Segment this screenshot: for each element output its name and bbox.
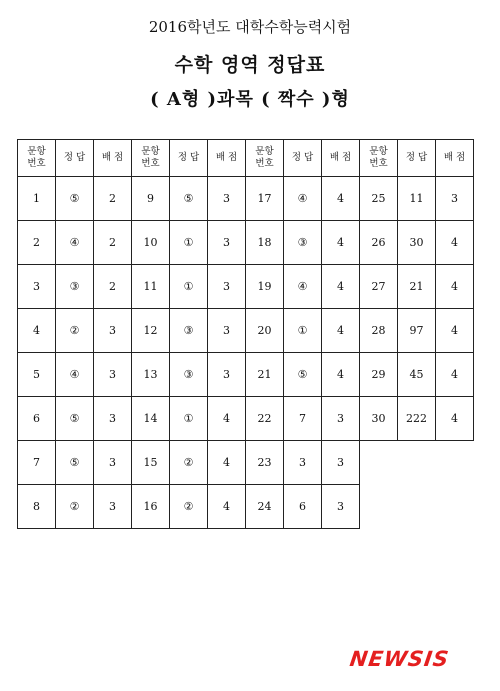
question-number-cell: 9 — [132, 177, 170, 221]
points-cell: 4 — [322, 309, 360, 353]
points-cell: 4 — [322, 353, 360, 397]
empty-cell — [360, 485, 474, 529]
answer-cell: 30 — [398, 221, 436, 265]
question-number-cell: 3 — [18, 265, 56, 309]
answer-cell: ③ — [56, 265, 94, 309]
question-number-cell: 20 — [246, 309, 284, 353]
answer-cell: ④ — [56, 221, 94, 265]
points-cell: 4 — [208, 397, 246, 441]
question-number-cell: 19 — [246, 265, 284, 309]
question-number-cell: 7 — [18, 441, 56, 485]
question-number-cell: 10 — [132, 221, 170, 265]
question-number-cell: 16 — [132, 485, 170, 529]
points-cell: 3 — [94, 309, 132, 353]
header-label-line: 번호 — [27, 158, 46, 169]
question-number-cell: 14 — [132, 397, 170, 441]
points-cell: 3 — [322, 441, 360, 485]
answer-cell: ⑤ — [56, 177, 94, 221]
answer-cell: ② — [56, 309, 94, 353]
answer-cell: 97 — [398, 309, 436, 353]
answer-cell: ④ — [56, 353, 94, 397]
header-label-line: 문항 — [141, 146, 160, 157]
header-answer: 정 답 — [56, 140, 94, 177]
answer-cell: 45 — [398, 353, 436, 397]
header-label-line: 번호 — [255, 158, 274, 169]
table-header-row — [18, 140, 474, 177]
points-cell: 3 — [322, 397, 360, 441]
question-number-cell: 30 — [360, 397, 398, 441]
answer-cell: 3 — [284, 441, 322, 485]
header-label-line: 번호 — [369, 158, 388, 169]
answer-cell: 21 — [398, 265, 436, 309]
answer-cell: ⑤ — [56, 397, 94, 441]
answer-cell: 6 — [284, 485, 322, 529]
points-cell: 4 — [436, 353, 474, 397]
answer-cell: ③ — [170, 309, 208, 353]
header-question-number — [360, 140, 398, 177]
answer-cell: ① — [170, 221, 208, 265]
question-number-cell: 8 — [18, 485, 56, 529]
points-cell: 3 — [94, 485, 132, 529]
question-number-cell: 1 — [18, 177, 56, 221]
answer-cell: 7 — [284, 397, 322, 441]
question-number-cell: 18 — [246, 221, 284, 265]
table-row — [18, 177, 474, 221]
points-cell: 4 — [436, 309, 474, 353]
answer-cell: ② — [170, 485, 208, 529]
header-label-line: 문항 — [369, 146, 388, 157]
question-number-cell: 6 — [18, 397, 56, 441]
points-cell: 3 — [94, 397, 132, 441]
header-points: 배 점 — [208, 140, 246, 177]
points-cell: 3 — [208, 177, 246, 221]
table-row — [18, 221, 474, 265]
table-row — [18, 353, 474, 397]
sheet-title: 수학 영역 정답표 — [174, 54, 326, 76]
answer-table — [17, 139, 474, 529]
question-number-cell: 4 — [18, 309, 56, 353]
question-number-cell: 21 — [246, 353, 284, 397]
question-number-cell: 29 — [360, 353, 398, 397]
question-number-cell: 23 — [246, 441, 284, 485]
table-row — [18, 397, 474, 441]
points-cell: 2 — [94, 265, 132, 309]
points-cell: 4 — [436, 221, 474, 265]
header-question-number — [18, 140, 56, 177]
answer-cell: 11 — [398, 177, 436, 221]
points-cell: 3 — [208, 221, 246, 265]
answer-cell: ③ — [170, 353, 208, 397]
answer-cell: ① — [170, 397, 208, 441]
points-cell: 3 — [208, 309, 246, 353]
points-cell: 4 — [322, 177, 360, 221]
points-cell: 2 — [94, 177, 132, 221]
answer-cell: 222 — [398, 397, 436, 441]
points-cell: 4 — [436, 265, 474, 309]
points-cell: 4 — [436, 397, 474, 441]
header-answer: 정 답 — [170, 140, 208, 177]
table-row — [18, 485, 474, 529]
question-number-cell: 22 — [246, 397, 284, 441]
answer-cell: ④ — [284, 265, 322, 309]
points-cell: 4 — [208, 485, 246, 529]
table-row — [18, 265, 474, 309]
question-number-cell: 24 — [246, 485, 284, 529]
points-cell: 3 — [208, 353, 246, 397]
table-row — [18, 309, 474, 353]
answer-cell: ① — [284, 309, 322, 353]
empty-cell — [360, 441, 474, 485]
answer-cell: ① — [170, 265, 208, 309]
answer-cell: ⑤ — [56, 441, 94, 485]
question-number-cell: 11 — [132, 265, 170, 309]
answer-cell: ⑤ — [284, 353, 322, 397]
header-answer: 정 답 — [284, 140, 322, 177]
header-answer: 정 답 — [398, 140, 436, 177]
question-number-cell: 27 — [360, 265, 398, 309]
type-line: ( A형 )과목 ( 짝수 )형 — [150, 89, 350, 110]
question-number-cell: 12 — [132, 309, 170, 353]
question-number-cell: 13 — [132, 353, 170, 397]
header-points: 배 점 — [436, 140, 474, 177]
points-cell: 4 — [322, 265, 360, 309]
points-cell: 3 — [436, 177, 474, 221]
question-number-cell: 17 — [246, 177, 284, 221]
exam-title: 2016학년도 대학수학능력시험 — [148, 18, 352, 36]
question-number-cell: 2 — [18, 221, 56, 265]
header-question-number — [246, 140, 284, 177]
question-number-cell: 5 — [18, 353, 56, 397]
points-cell: 4 — [208, 441, 246, 485]
points-cell: 3 — [208, 265, 246, 309]
question-number-cell: 28 — [360, 309, 398, 353]
header-question-number — [132, 140, 170, 177]
question-number-cell: 25 — [360, 177, 398, 221]
points-cell: 3 — [94, 441, 132, 485]
points-cell: 4 — [322, 221, 360, 265]
header-label-line: 문항 — [255, 146, 274, 157]
header-points: 배 점 — [322, 140, 360, 177]
answer-cell: ⑤ — [170, 177, 208, 221]
table-row — [18, 441, 474, 485]
question-number-cell: 15 — [132, 441, 170, 485]
answer-cell: ③ — [284, 221, 322, 265]
answer-cell: ② — [170, 441, 208, 485]
header-label-line: 문항 — [27, 146, 46, 157]
points-cell: 3 — [322, 485, 360, 529]
header-label-line: 번호 — [141, 158, 160, 169]
header-points: 배 점 — [94, 140, 132, 177]
points-cell: 2 — [94, 221, 132, 265]
answer-cell: ② — [56, 485, 94, 529]
answer-cell: ④ — [284, 177, 322, 221]
points-cell: 3 — [94, 353, 132, 397]
question-number-cell: 26 — [360, 221, 398, 265]
newsis-logo: NEWSIS — [348, 647, 451, 671]
